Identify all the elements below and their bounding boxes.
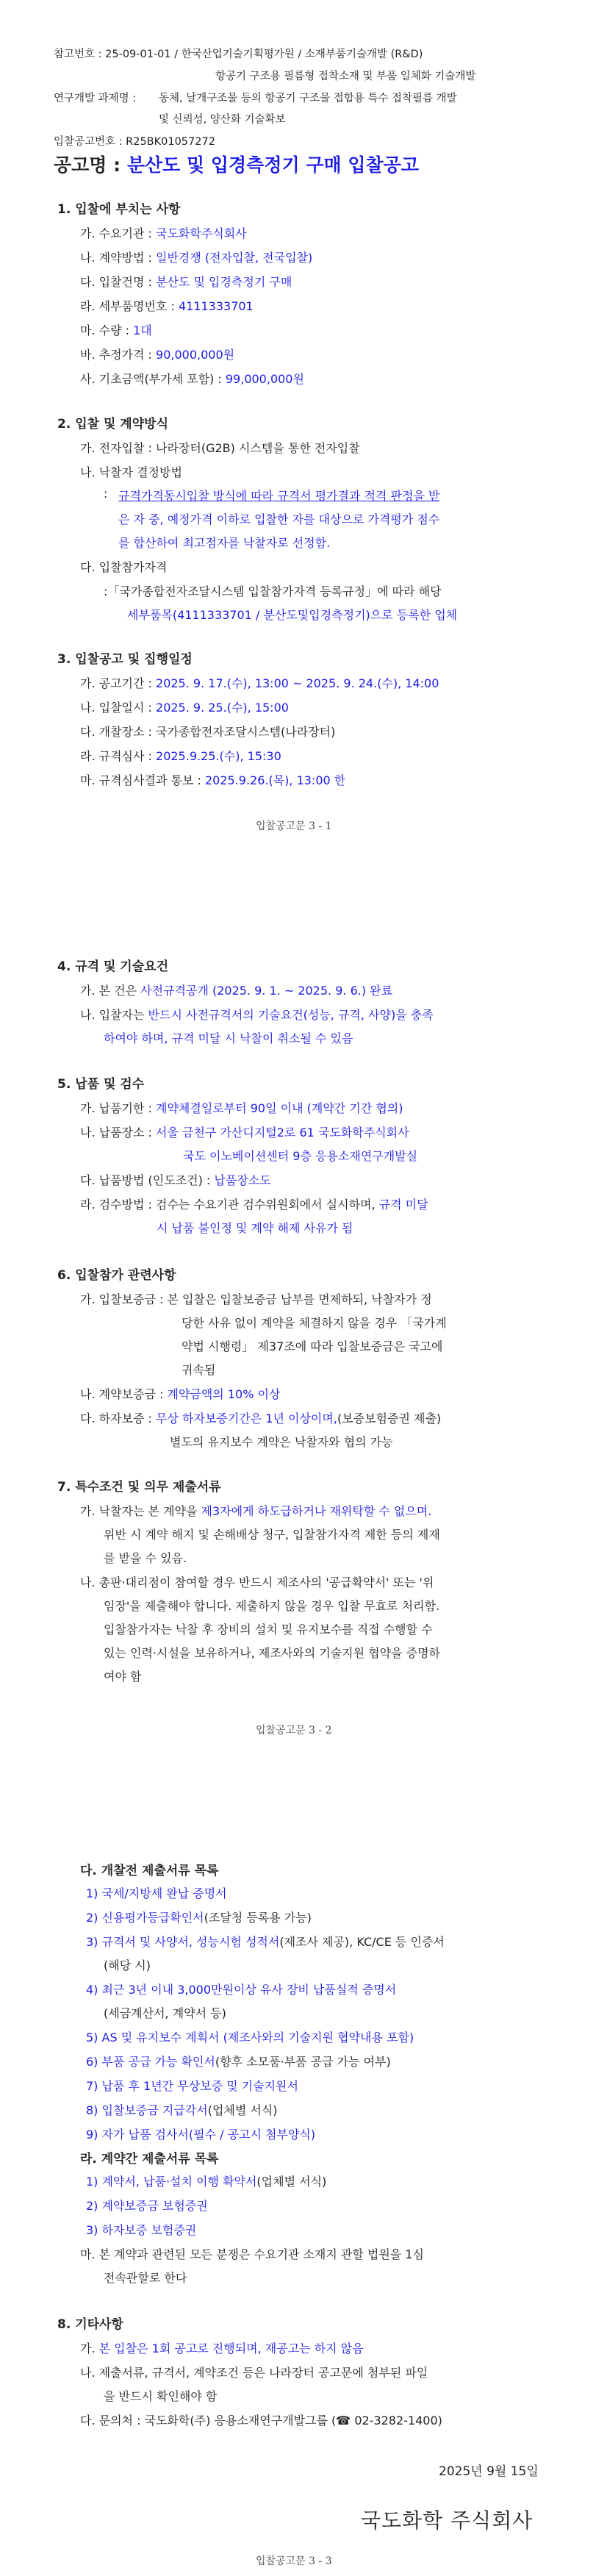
s6-item-b: 나. 계약보증금 : 계약금액의 10% 이상 [80, 1387, 281, 1401]
s6-item-a-line-1: 가. 입찰보증금 : 본 입찰은 입찰보증금 납부를 면제하되, 낙찰자가 정 [80, 1292, 432, 1306]
task-name-line-3: 및 신뢰성, 양산화 기술확보 [159, 114, 286, 126]
section-5-heading: 5. 납품 및 검수 [57, 1077, 145, 1092]
s8-item-a: 가. 본 입찰은 1회 공고로 진행되며, 재공고는 하지 않음 [80, 2341, 364, 2355]
contract-doc-item-1: 1) 계약서, 납품·설치 이행 확약서(업체별 서식) [86, 2175, 327, 2189]
s5-item-d: 라. 검수방법 : 검수는 수요기관 검수위원회에서 실시하며, 규격 미달 [80, 1198, 428, 1212]
s7-item-a-line-2: 위반 시 계약 해지 및 손해배상 청구, 입찰참가자격 제한 등의 제재 [104, 1528, 440, 1542]
section-2-heading: 2. 입찰 및 계약방식 [57, 417, 168, 432]
s2-item-b-line-1: 규격가격동시입찰 방식에 따라 규격서 평가결과 적격 판정을 받 [118, 489, 440, 503]
s4-item-a: 가. 본 건은 사전규격공개 (2025. 9. 1. ~ 2025. 9. 6.) 완료 [80, 984, 393, 998]
s5-item-b-line-2: 국도 이노베이션센터 9층 응용소재연구개발실 [183, 1149, 418, 1163]
reference-number: 참고번호 : 25-09-01-01 / 한국산업기술기획평가원 / 소재부품기술개발 (R&D) [54, 49, 423, 60]
task-name-line-1: 항공기 구조용 필름형 접착소재 및 부품 일체화 기술개발 [215, 71, 476, 82]
s6-item-a-line-4: 귀속됨 [182, 1363, 216, 1377]
section-1-heading: 1. 입찰에 부치는 사항 [57, 202, 181, 217]
s5-item-c: 다. 납품방법 (인도조건) : 납품장소도 [80, 1173, 271, 1187]
section-6-heading: 6. 입찰참가 관련사항 [57, 1268, 176, 1283]
pre-opening-docs-heading: 다. 개찰전 제출서류 목록 [80, 1864, 219, 1878]
task-name-label: 연구개발 과제명 : [54, 93, 137, 104]
s1-item-d: 라. 세부품명번호 : 4111333701 [80, 299, 254, 313]
s4-item-b: 나. 입찰자는 반드시 사전규격서의 기술요건(성능, 규격, 사양)을 충족 [80, 1008, 434, 1022]
doc-item-9: 9) 자가 납품 검사서(필수 / 공고시 첨부양식) [86, 2128, 316, 2142]
s2-item-b-line-3: 를 합산하여 최고점자를 낙찰자로 선정함. [118, 536, 331, 550]
doc-item-7: 7) 납품 후 1년간 무상보증 및 기술지원서 [86, 2079, 298, 2093]
notice-number: 입찰공고번호 : R25BK01057272 [54, 136, 215, 148]
s2-item-c-line-1: :「국가종합전자조달시스템 입찰참가자격 등록규정」에 따라 해당 [104, 584, 442, 598]
s6-item-a-line-2: 당한 사유 없이 계약을 체결하지 않을 경우 「국가계 [182, 1316, 447, 1330]
s6-item-a-line-3: 약법 시행령」 제37조에 따라 입찰보증금은 국고에 [182, 1339, 443, 1353]
s4-item-b-line-2: 하여야 하며, 규격 미달 시 낙찰이 취소될 수 있음 [104, 1031, 353, 1045]
doc-item-5: 5) AS 및 유지보수 계획서 (제조사와의 기술지원 협약내용 포함) [86, 2031, 414, 2044]
s7-item-a-line-3: 를 받을 수 있음. [104, 1551, 187, 1565]
s2-item-c-line-2: 세부품목(4111333701 / 분산도및입경측정기)으로 등록한 업체 [127, 608, 458, 622]
page-footer-2: 입찰공고문 3 - 2 [256, 1725, 332, 1736]
page-footer-1: 입찰공고문 3 - 1 [256, 820, 332, 832]
s6-item-c: 다. 하자보증 : 무상 하자보증기간은 1년 이상이며,(보증보험증권 제출) [80, 1412, 442, 1425]
doc-item-3: 3) 규격서 및 사양서, 성능시험 성적서(제조사 제공), KC/CE 등 인증서 [86, 1935, 445, 1949]
title-label: 공고명 : [54, 154, 127, 176]
jurisdiction-note-line-2: 전속관할로 한다 [104, 2271, 187, 2285]
page-footer-3: 입찰공고문 3 - 3 [256, 2555, 332, 2567]
section-8-heading: 8. 기타사항 [57, 2317, 123, 2332]
s6-item-c-line-2: 별도의 유지보수 계약은 낙찰자와 협의 가능 [170, 1435, 393, 1449]
s2-item-a: 가. 전자입찰 : 나라장터(G2B) 시스템을 통한 전자입찰 [80, 441, 360, 455]
s1-item-b: 나. 계약방법 : 일반경쟁 (전자입찰, 전국입찰) [80, 251, 313, 265]
s7-item-b-line-5: 여야 함 [104, 1670, 142, 1684]
doc-item-6: 6) 부품 공급 가능 확인서(향후 소모품·부품 공급 가능 여부) [86, 2055, 391, 2069]
contract-doc-item-3: 3) 하자보증 보험증권 [86, 2223, 197, 2237]
s3-item-d: 라. 규격심사 : 2025.9.25.(수), 15:30 [80, 749, 281, 763]
s1-item-a: 가. 수요기관 : 국도화학주식회사 [80, 226, 247, 240]
jurisdiction-note-line-1: 마. 본 계약과 관련된 모든 분쟁은 수요기관 소재지 관할 법원을 1심 [80, 2247, 424, 2261]
section-3-heading: 3. 입찰공고 및 집행일정 [57, 652, 193, 667]
section-7-heading: 7. 특수조건 및 의무 제출서류 [57, 1480, 221, 1495]
s8-item-c: 다. 문의처 : 국도화학(주) 응용소재연구개발그룹 (☎ 02-3282-1400) [80, 2414, 442, 2427]
doc-item-8: 8) 입찰보증금 지급각서(업체별 서식) [86, 2103, 278, 2117]
s1-item-c: 다. 입찰건명 : 분산도 및 입경측정기 구매 [80, 275, 292, 289]
s1-item-e: 마. 수량 : 1대 [80, 323, 152, 337]
task-name-line-2: 동체, 날개구조물 등의 항공기 구조물 접합용 특수 접착필름 개발 [159, 93, 457, 104]
s2-item-c: 다. 입찰참가자격 [80, 560, 168, 574]
doc-item-4-line-2: (세금계산서, 계약서 등) [104, 2006, 226, 2020]
section-4-heading: 4. 규격 및 기술요건 [57, 959, 168, 974]
s2-item-b-colon: : [104, 487, 108, 501]
s3-item-c: 다. 개찰장소 : 국가종합전자조달시스템(나라장터) [80, 725, 336, 739]
s3-item-b: 나. 입찰일시 : 2025. 9. 25.(수), 15:00 [80, 701, 289, 715]
s5-item-a: 가. 납품기한 : 계약체결일로부터 90일 이내 (계약간 기간 협의) [80, 1101, 403, 1115]
s7-item-b-line-4: 있는 인력·시설을 보유하거나, 제조사와의 기술지원 협약을 증명하 [104, 1646, 441, 1660]
s7-item-a: 가. 낙찰자는 본 계약을 제3자에게 하도급하거나 재위탁할 수 없으며. [80, 1504, 432, 1518]
contract-doc-item-2: 2) 계약보증금 보험증권 [86, 2199, 208, 2213]
doc-item-4: 4) 최근 3년 이내 3,000만원이상 유사 장비 납품실적 증명서 [86, 1983, 397, 1997]
company-name: 국도화학 주식회사 [361, 2508, 534, 2533]
doc-item-3-line-2: (해당 시) [104, 1958, 151, 1972]
issue-date: 2025년 9월 15일 [439, 2464, 539, 2479]
s8-item-b-line-2: 을 반드시 확인해야 함 [104, 2389, 218, 2403]
s2-item-b: 나. 낙찰자 결정방법 [80, 465, 182, 479]
s5-item-d-line-2: 시 납품 불인정 및 계약 해제 사유가 됨 [157, 1221, 353, 1235]
s7-item-b-line-2: 임장'을 제출해야 합니다. 제출하지 않을 경우 입찰 무효로 처리함. [104, 1599, 440, 1613]
s1-item-f: 바. 추정가격 : 90,000,000원 [80, 348, 235, 362]
doc-item-1: 1) 국세/지방세 완납 증명서 [86, 1886, 227, 1900]
s5-item-b: 나. 납품장소 : 서울 금천구 가산디지털2로 61 국도화학주식회사 [80, 1126, 409, 1139]
s7-item-b-line-3: 입찰참가자는 낙찰 후 장비의 설치 및 유지보수를 직접 수행할 수 [104, 1622, 433, 1636]
s2-item-b-line-2: 은 자 중, 예정가격 이하로 입찰한 자를 대상으로 가격평가 점수 [118, 512, 440, 526]
s1-item-g: 사. 기초금액(부가세 포함) : 99,000,000원 [80, 372, 304, 386]
title-value: 분산도 및 입경측정기 구매 입찰공고 [126, 154, 419, 176]
s3-item-e: 마. 규격심사결과 통보 : 2025.9.26.(목), 13:00 한 [80, 773, 346, 787]
contract-docs-heading: 라. 계약간 제출서류 목록 [80, 2152, 219, 2167]
doc-item-2: 2) 신용평가등급확인서(조달청 등록용 가능) [86, 1911, 312, 1925]
page-title [54, 151, 419, 177]
s8-item-b-line-1: 나. 제출서류, 규격서, 계약조건 등은 나라장터 공고문에 첨부된 파일 [80, 2366, 428, 2380]
s7-item-b-line-1: 나. 총판·대리점이 참여할 경우 반드시 제조사의 '공급확약서' 또는 '위 [80, 1575, 434, 1589]
s3-item-a: 가. 공고기간 : 2025. 9. 17.(수), 13:00 ~ 2025. 9. 24.(수), 14:00 [80, 676, 439, 690]
